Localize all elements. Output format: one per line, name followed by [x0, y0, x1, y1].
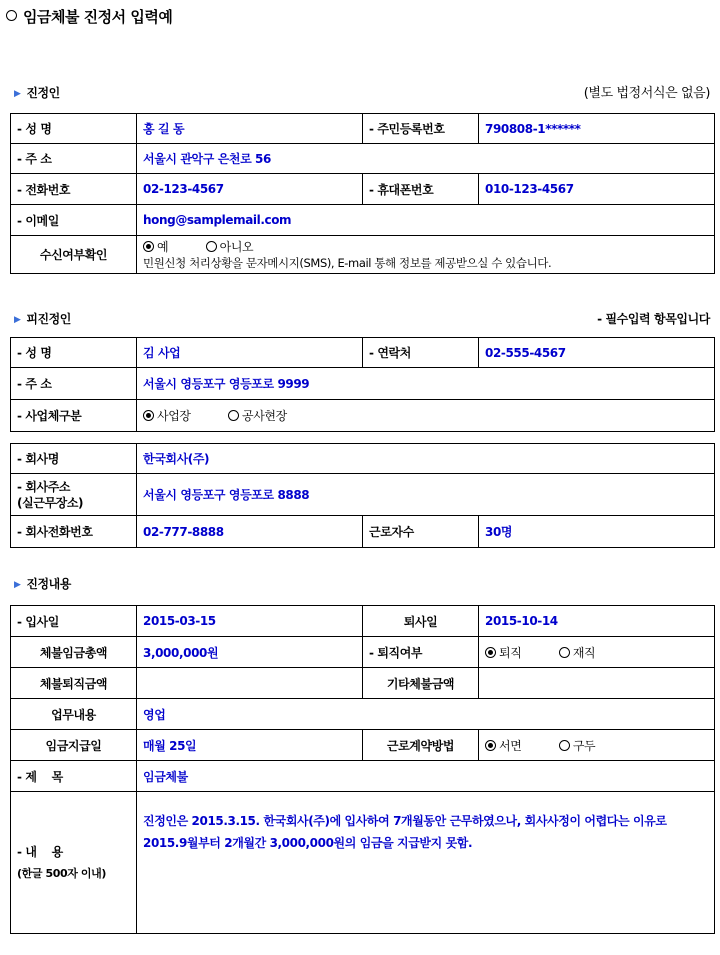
contract-option-2-text: 구두: [572, 738, 596, 753]
email-label: - 이메일: [11, 205, 137, 236]
complaint-heading-text: 진정내용: [26, 577, 71, 591]
petitioner-table: [10, 113, 715, 274]
contract-option-1[interactable]: [485, 739, 521, 753]
resp-contact-value[interactable]: 02-555-4567: [479, 338, 715, 368]
join-date-value[interactable]: 2015-03-15: [137, 606, 363, 637]
payday-value[interactable]: 매월 25일: [137, 730, 363, 761]
complaint-heading: [14, 575, 71, 592]
contract-option-2[interactable]: [559, 739, 595, 753]
complaint-table: [10, 605, 715, 934]
leave-date-label: 퇴사일: [363, 606, 479, 637]
company-value[interactable]: 한국회사(주): [137, 444, 715, 474]
content-sublabel: (한글 500자 이내): [17, 866, 107, 880]
resp-address-label: - 주 소: [11, 368, 137, 400]
company-addr-label-line2: (실근무장소): [17, 495, 84, 510]
retired-option-2-text: 재직: [572, 645, 596, 660]
retired-option-1-text: 퇴직: [499, 645, 522, 660]
circle-icon: [6, 10, 17, 21]
content-label: - 내 용: [17, 844, 63, 859]
biz-type-option-2[interactable]: [228, 409, 287, 423]
name-label: - 성 명: [11, 114, 137, 144]
resp-address-value[interactable]: 서울시 영등포구 영등포로 9999: [137, 368, 715, 400]
consent-no-text: 아니오: [219, 240, 254, 254]
radio-unchecked-icon[interactable]: [228, 410, 239, 421]
resp-name-label: - 성 명: [11, 338, 137, 368]
other-unpaid-label: 기타체불금액: [363, 668, 479, 699]
consent-yes-text: 예: [157, 240, 169, 254]
company-addr-label-line1: - 회사주소: [17, 479, 71, 494]
consent-label: 수신여부확인: [11, 236, 137, 274]
consent-notice: 민원신청 처리상황을 문자메시지(SMS), E-mail 통해 정보를 제공받으실 수 있습니다.: [143, 256, 552, 270]
page-title-text: 임금체불 진정서 입력예: [23, 8, 173, 26]
respondent-heading: [14, 310, 71, 327]
company-addr-label: [11, 474, 137, 516]
biz-type-option-1[interactable]: [143, 409, 191, 423]
radio-unchecked-icon[interactable]: [206, 241, 217, 252]
triangle-right-icon: ▶: [14, 315, 21, 325]
triangle-right-icon: ▶: [14, 580, 21, 590]
company-phone-value[interactable]: 02-777-8888: [137, 516, 363, 548]
radio-checked-icon[interactable]: [485, 647, 496, 658]
radio-unchecked-icon[interactable]: [559, 647, 570, 658]
retired-option-1[interactable]: [485, 646, 521, 660]
retired-label: - 퇴직여부: [363, 637, 479, 668]
retired-cell: [479, 637, 715, 668]
content-value[interactable]: 진정인은 2015.3.15. 한국회사(주)에 입사하여 7개월동안 근무하였으나, 회사사정이 어렵다는 이유로 2015.9월부터 2개월간 3,000,000원의 임금을 지급받지 못함.: [137, 792, 715, 934]
mobile-label: - 휴대폰번호: [363, 174, 479, 205]
petitioner-heading-text: 진정인: [26, 86, 60, 100]
email-value[interactable]: hong@samplemail.com: [137, 205, 715, 236]
unpaid-total-value[interactable]: 3,000,000원: [137, 637, 363, 668]
phone-label: - 전화번호: [11, 174, 137, 205]
page-title: [6, 6, 172, 27]
retired-option-2[interactable]: [559, 646, 595, 660]
biz-type-cell: [137, 400, 715, 432]
content-label-cell: [11, 792, 137, 934]
job-value[interactable]: 영업: [137, 699, 715, 730]
resp-name-value[interactable]: 김 사업: [137, 338, 363, 368]
leave-date-value[interactable]: 2015-10-14: [479, 606, 715, 637]
company-table: [10, 443, 715, 548]
rrn-label: - 주민등록번호: [363, 114, 479, 144]
resp-contact-label: - 연락처: [363, 338, 479, 368]
radio-checked-icon[interactable]: [485, 740, 496, 751]
respondent-heading-text: 피진정인: [26, 312, 71, 326]
address-label: - 주 소: [11, 144, 137, 174]
company-label: - 회사명: [11, 444, 137, 474]
unpaid-total-label: 체불임금총액: [11, 637, 137, 668]
phone-value[interactable]: 02-123-4567: [137, 174, 363, 205]
name-value[interactable]: 홍 길 동: [137, 114, 363, 144]
severance-label: 체불퇴직금액: [11, 668, 137, 699]
workers-value[interactable]: 30명: [479, 516, 715, 548]
workers-label: 근로자수: [363, 516, 479, 548]
triangle-right-icon: ▶: [14, 89, 21, 99]
contract-option-1-text: 서면: [499, 738, 522, 753]
contract-label: 근로계약방법: [363, 730, 479, 761]
biz-type-label: - 사업체구분: [11, 400, 137, 432]
company-phone-label: - 회사전화번호: [11, 516, 137, 548]
mobile-value[interactable]: 010-123-4567: [479, 174, 715, 205]
respondent-table: [10, 337, 715, 432]
rrn-value[interactable]: 790808-1******: [479, 114, 715, 144]
company-addr-value[interactable]: 서울시 영등포구 영등포로 8888: [137, 474, 715, 516]
radio-checked-icon[interactable]: [143, 241, 154, 252]
severance-value[interactable]: [137, 668, 363, 699]
address-value[interactable]: 서울시 관악구 은천로 56: [137, 144, 715, 174]
radio-unchecked-icon[interactable]: [559, 740, 570, 751]
biz-type-option-1-text: 사업장: [157, 409, 191, 423]
radio-checked-icon[interactable]: [143, 410, 154, 421]
join-date-label: - 입사일: [11, 606, 137, 637]
subject-label: - 제 목: [11, 761, 137, 792]
other-unpaid-value[interactable]: [479, 668, 715, 699]
petitioner-heading: [14, 84, 60, 101]
petitioner-note: (별도 법정서식은 없음): [583, 86, 710, 101]
contract-cell: [479, 730, 715, 761]
consent-yes-option[interactable]: [143, 240, 168, 254]
required-note: - 필수입력 항목입니다: [597, 312, 710, 326]
consent-cell: [137, 236, 715, 274]
payday-label: 임금지급일: [11, 730, 137, 761]
consent-no-option[interactable]: [206, 240, 254, 254]
subject-value[interactable]: 임금체불: [137, 761, 715, 792]
job-label: 업무내용: [11, 699, 137, 730]
biz-type-option-2-text: 공사현장: [242, 409, 287, 423]
